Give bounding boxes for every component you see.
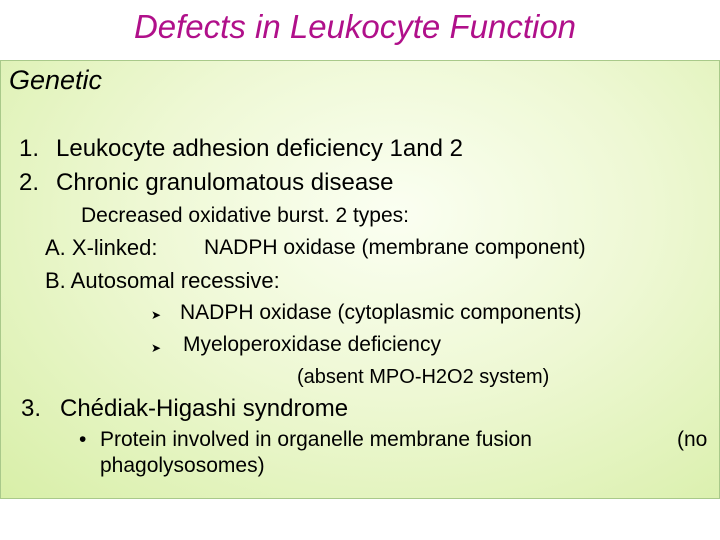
- section-heading: Genetic: [9, 65, 103, 95]
- bullet-2-note: (absent MPO-H2O2 system): [297, 366, 550, 388]
- bullet-1-text: NADPH oxidase (cytoplasmic components): [180, 301, 582, 324]
- slide-title: Defects in Leukocyte Function: [133, 8, 577, 45]
- item-3-subtext-tail: (no: [677, 428, 708, 451]
- bullet-2-text: Myeloperoxidase deficiency: [183, 333, 441, 356]
- type-b-label: B. Autosomal recessive:: [45, 268, 280, 293]
- item-3-number: 3.: [21, 395, 42, 422]
- item-2-number: 2.: [19, 169, 40, 196]
- type-a-text: NADPH oxidase (membrane component): [204, 236, 586, 259]
- item-3-text: Chédiak-Higashi syndrome: [60, 395, 349, 422]
- item-2-subtext: Decreased oxidative burst. 2 types:: [81, 204, 410, 227]
- content-panel: [0, 60, 720, 499]
- arrow-bullet-icon: ➤: [151, 341, 162, 355]
- item-3-subtext-line1: Protein involved in organelle membrane fusion: [100, 428, 532, 451]
- arrow-bullet-icon: ➤: [151, 308, 162, 322]
- item-1-number: 1.: [19, 135, 40, 162]
- item-3-subtext-line2: phagolysosomes): [100, 454, 265, 477]
- item-2-text: Chronic granulomatous disease: [56, 169, 394, 196]
- item-1-text: Leukocyte adhesion deficiency 1and 2: [56, 135, 463, 162]
- dot-bullet-icon: •: [79, 428, 87, 451]
- type-a-label: A. X-linked:: [45, 235, 158, 260]
